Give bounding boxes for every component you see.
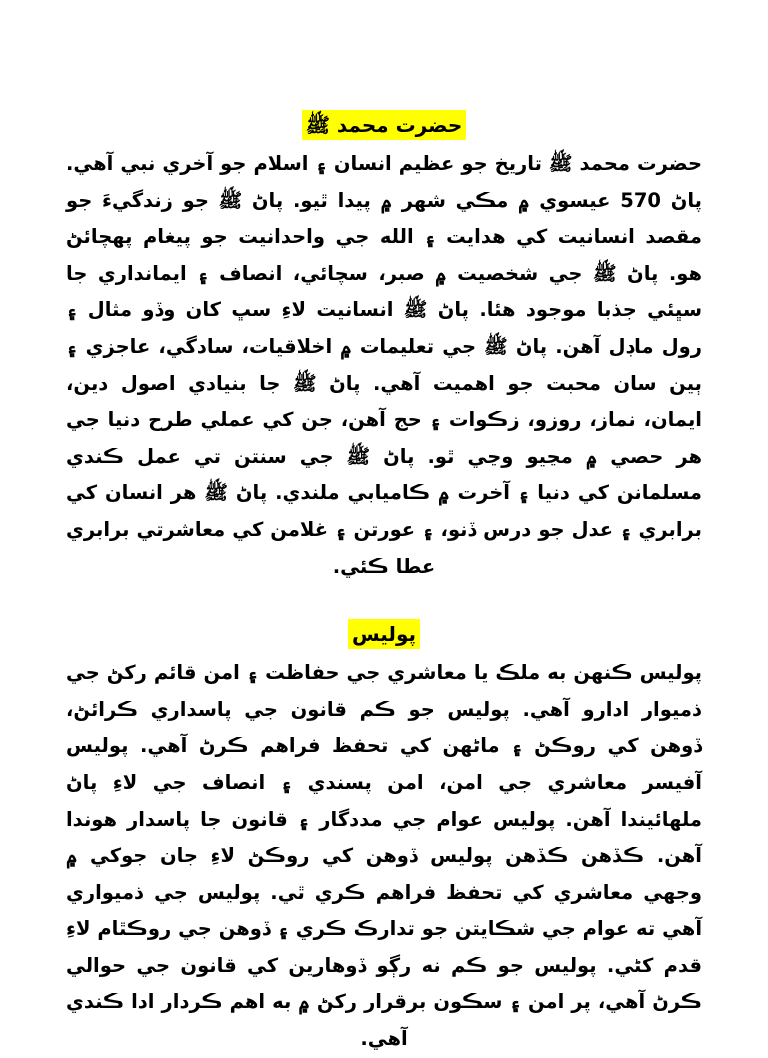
section-paragraph: پوليس ڪنهن به ملڪ يا معاشري جي حفاظت ۽ امن قائم رکڻ جي ذميوار ادارو آهي. پوليس جو ڪم قانون جي پاسداري ڪرائڻ، ڏوهن کي روڪڻ ۽ ماڻهن کي تحفظ فراهم ڪرڻ آهي. پوليس آفيسر معاشري جي امن، امن پسندي ۽ انصاف جي لاءِ پاڻ ملهائيندا آهن. پوليس عوام جي مددگار ۽ قانون جا پاسدار هوندا آهن. ڪڏهن ڪڏهن پوليس ڏوهن کي روڪڻ لاءِ جان جوکي ۾ وجهي معاشري کي تحفظ فراهم ڪري ٿي. پوليس جي ذميواري آهي ته عوام جي شڪايتن جو تدارڪ ڪري ۽ ڏوهن جي روڪٿام لاءِ قدم کڻي. پوليس جو ڪم نه رڳو ڏوهارين کي قانون جي حوالي ڪرڻ آهي، پر امن ۽ سڪون برقرار رکڻ ۾ به اهم ڪردار ادا ڪندي آهي.	[66, 661, 702, 1051]
section-police	[66, 619, 702, 1058]
heading-wrap	[66, 619, 702, 649]
section-heading: حضرت محمد ﷺ	[302, 110, 467, 140]
section-heading: پوليس	[348, 619, 420, 649]
section-paragraph: حضرت محمد ﷺ تاريخ جو عظيم انسان ۽ اسلام جو آخري نبي آهي. پاڻ 570 عيسوي ۾ مڪي شهر ۾ پيدا ٿيو. پاڻ ﷺ جو زندگيءَ جو مقصد انسانيت کي هدايت ۽ الله جي واحدانيت جو پيغام پهچائڻ هو. پاڻ ﷺ جي شخصيت ۾ صبر، سچائي، انصاف ۽ ايمانداري جا سڀئي جذبا موجود هئا. پاڻ ﷺ انسانيت لاءِ سڀ کان وڏو مثال ۽ رول ماڊل آهن. پاڻ ﷺ جي تعليمات ۾ اخلاقيات، سادگي، عاجزي ۽ ٻين سان محبت جو اهميت آهي. پاڻ ﷺ جا بنيادي اصول دين، ايمان، نماز، روزو، زڪوات ۽ حج آهن، جن کي عملي طرح دنيا جي هر حصي ۾ مڃيو وڃي ٿو. پاڻ ﷺ جي سنتن تي عمل ڪندي مسلمانن کي دنيا ۽ آخرت ۾ ڪاميابي ملندي. پاڻ ﷺ هر انسان کي برابري ۽ عدل جو درس ڏنو، ۽ عورتن ۽ غلامن کي معاشرتي برابري عطا ڪئي.	[66, 152, 702, 578]
section-prophet-muhammad	[66, 110, 702, 585]
heading-wrap	[66, 110, 702, 140]
